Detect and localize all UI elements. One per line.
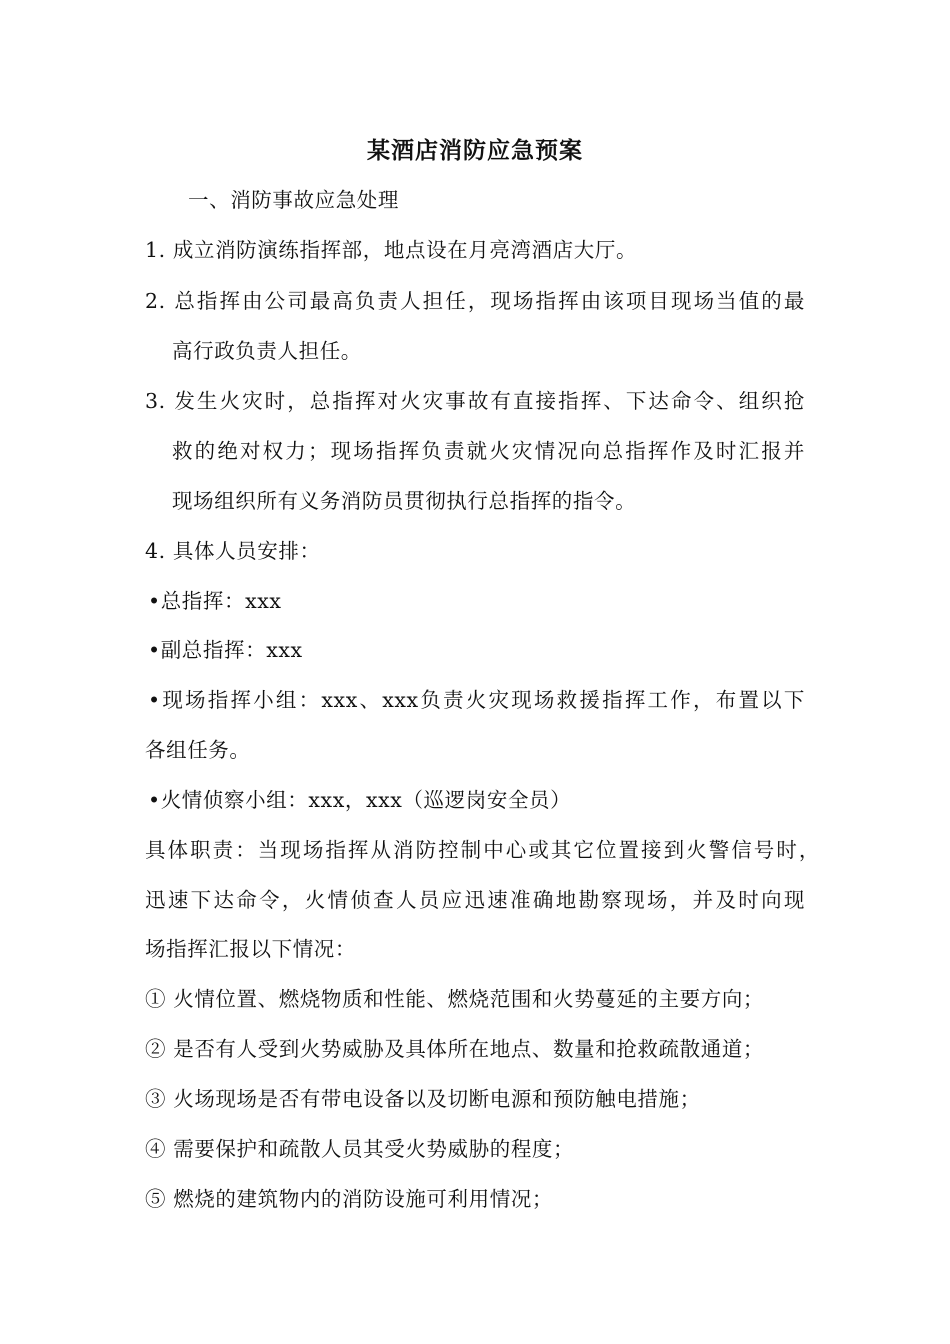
item-4: 4. 具体人员安排： [145,539,321,563]
report-item-5: ⑤ 燃烧的建筑物内的消防设施可利用情况； [145,1187,554,1211]
report-item-1: ① 火情位置、燃烧物质和性能、燃烧范围和火势蔓延的主要方向； [145,987,765,1011]
role-commander: •总指挥：xxx [148,589,282,613]
item-2-line-1: 2. 总指挥由公司最高负责人担任，现场指挥由该项目现场当值的最 [145,289,805,313]
role-site-team-line-1: •现场指挥小组：xxx、xxx负责火灾现场救援指挥工作，布置以下 [148,688,805,712]
item-2-line-2: 高行政负责人担任。 [172,339,362,363]
role-deputy-commander: •副总指挥：xxx [148,638,303,662]
report-item-4: ④ 需要保护和疏散人员其受火势威胁的程度； [145,1137,575,1161]
report-item-2: ② 是否有人受到火势威胁及具体所在地点、数量和抢救疏散通道； [145,1037,765,1061]
item-3-line-1: 3. 发生火灾时，总指挥对火灾事故有直接指挥、下达命令、组织抢 [145,389,805,413]
role-site-team-line-2: 各组任务。 [145,738,251,762]
item-3-line-2: 救的绝对权力；现场指挥负责就火灾情况向总指挥作及时汇报并 [172,439,805,463]
role-recon-team: •火情侦察小组：xxx，xxx（巡逻岗安全员） [148,788,572,812]
duties-line-1: 具体职责：当现场指挥从消防控制中心或其它位置接到火警信号时， [145,838,820,862]
item-1: 1. 成立消防演练指挥部，地点设在月亮湾酒店大厅。 [145,238,638,262]
report-item-3: ③ 火场现场是否有带电设备以及切断电源和预防触电措施； [145,1087,701,1111]
duties-line-2: 迅速下达命令，火情侦查人员应迅速准确地勘察现场，并及时向现 [145,888,805,912]
item-3-line-3: 现场组织所有义务消防员贯彻执行总指挥的指令。 [172,489,637,513]
section-heading: 一、消防事故应急处理 [188,188,399,212]
document-title: 某酒店消防应急预案 [367,138,583,164]
duties-line-3: 场指挥汇报以下情况： [145,937,356,961]
